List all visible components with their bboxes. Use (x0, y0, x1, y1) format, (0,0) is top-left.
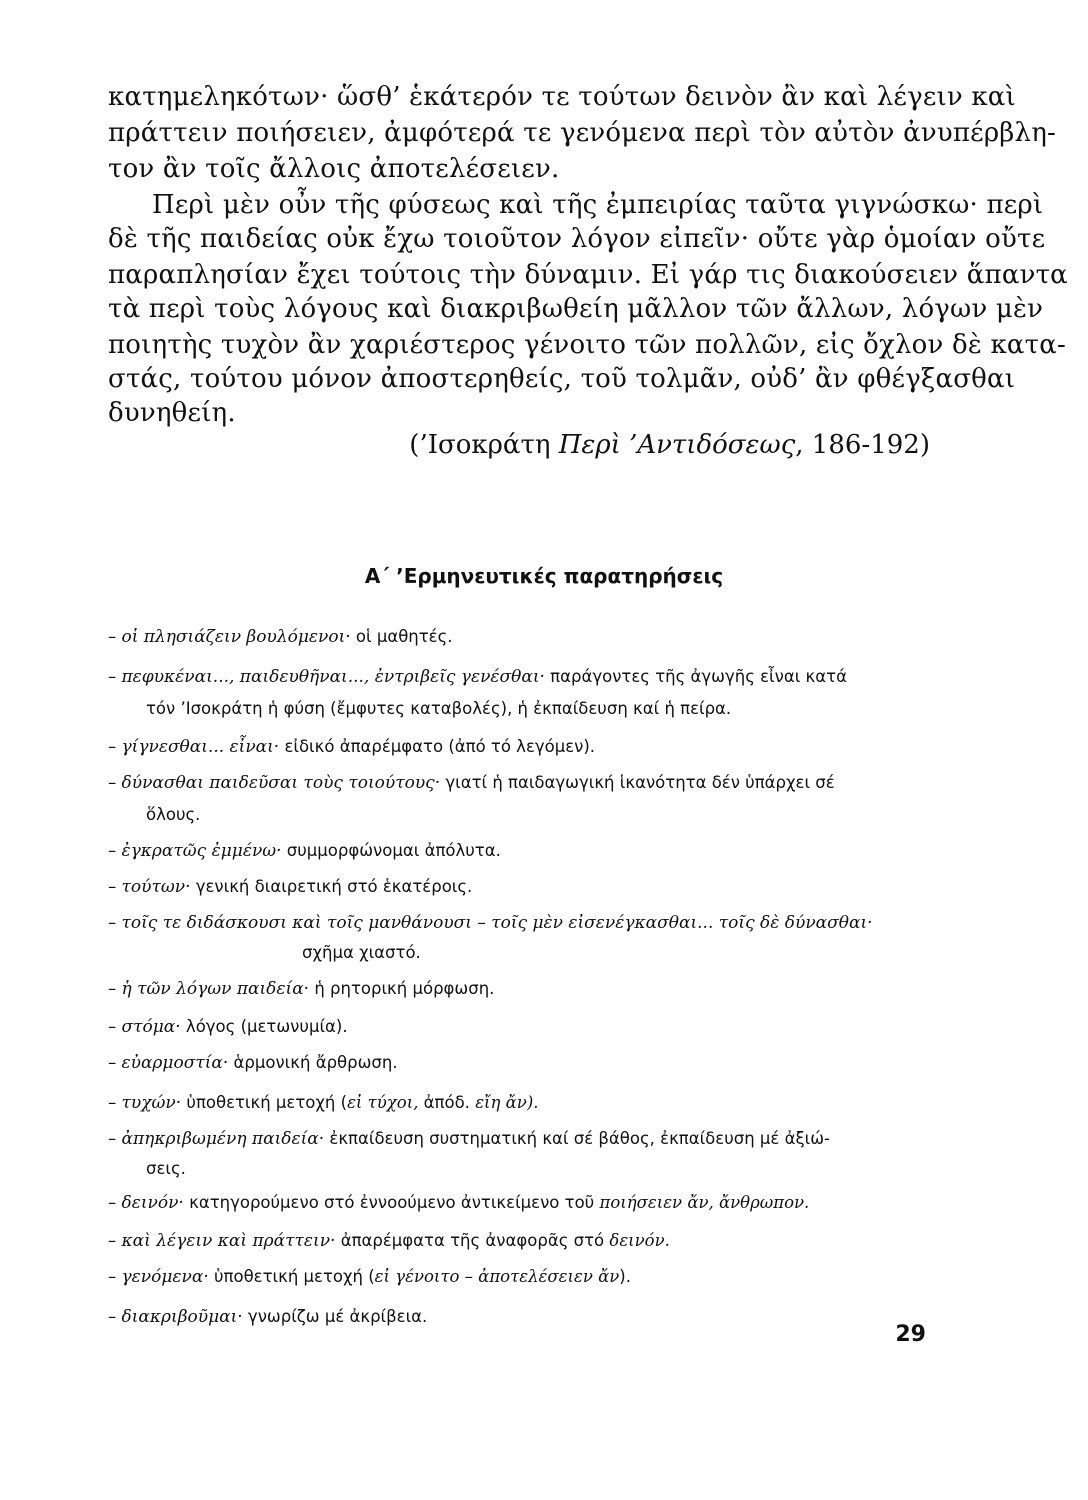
note-text: ἐκπαίδευση συστηματική καί σέ βάθος, ἐκπαίδευση μέ ἀξιώ- (324, 1129, 831, 1148)
note-term: πεφυκέναι..., παιδευθῆναι..., ἐντριβεῖς γενέσθαι· (121, 667, 545, 687)
page-number: 29 (895, 1322, 926, 1347)
list-item (108, 838, 938, 864)
citation-suffix: , 186-192) (795, 430, 930, 460)
note-dash: – (108, 841, 122, 860)
note-text: κατηγορούμενο στό ἐννοούμενο ἀντικείμενο τοῦ (183, 1193, 600, 1212)
note-italic: ποιήσειεν ἄν, ἄνθρωπον. (599, 1193, 810, 1212)
note-term: εὐαρμοστία· (121, 1053, 229, 1073)
note-term: τοῖς τε διδάσκουσι καὶ τοῖς μανθάνουσι – τοῖς μὲν εἰσενέγκασθαι... τοῖς δὲ δύνασθαι· (121, 913, 873, 933)
note-text: ὑποθετική μετοχή ( (181, 1093, 348, 1112)
note-dash: – (108, 1017, 122, 1036)
note-term: διακριβοῦμαι· (121, 1307, 243, 1327)
note-dash: – (108, 627, 122, 646)
passage-line: τον ἂν τοῖς ἄλλοις ἀποτελέσειεν. (108, 154, 560, 184)
note-dash: – (108, 1193, 122, 1212)
note-term: ἀπηκριβωμένη παιδεία· (121, 1129, 325, 1149)
note-term: τυχών· (121, 1093, 182, 1113)
list-item (108, 874, 938, 900)
list-item (108, 1126, 938, 1182)
note-italic: εἴη ἄν). (475, 1093, 539, 1112)
list-item (108, 910, 938, 966)
note-dash: – (108, 1307, 122, 1326)
note-dash: – (108, 773, 122, 792)
list-item (108, 734, 938, 760)
passage-line: κατημεληκότων· ὥσθ’ ἑκάτερόν τε τούτων δεινὸν ἂν καὶ λέγειν καὶ (108, 82, 1016, 112)
list-item (108, 1264, 938, 1290)
citation-prefix: (’Ισοκράτη (409, 430, 559, 460)
note-text: λόγος (μετωνυμία). (180, 1017, 348, 1036)
note-dash: – (108, 979, 122, 998)
passage-line: πράττειν ποιήσειεν, ἀμφότερά τε γενόμενα περὶ τὸν αὐτὸν ἀνυπέρβλη- (108, 118, 1056, 148)
note-text: ὑποθετική μετοχή ( (208, 1267, 375, 1286)
note-text: γνωρίζω μέ ἀκρίβεια. (242, 1307, 428, 1326)
note-dash: – (108, 1231, 122, 1250)
note-text: συμμορφώνομαι ἀπόλυτα. (281, 841, 501, 860)
note-text: γιατί ἡ παιδαγωγική ἱκανότητα δέν ὑπάρχει σέ (440, 773, 835, 792)
note-italic: εἰ τύχοι, (347, 1093, 419, 1112)
list-item (108, 1090, 938, 1116)
note-dash: – (108, 1093, 122, 1112)
note-term: γίγνεσθαι... εἶναι· (121, 737, 280, 757)
note-continuation: ὅλους. (146, 805, 201, 824)
note-dash: – (108, 737, 122, 756)
note-term: στόμα· (121, 1017, 181, 1037)
list-item (108, 664, 938, 722)
list-item (108, 770, 938, 828)
note-text: ἡ ρητορική μόρφωση. (309, 979, 495, 998)
list-item (108, 1014, 938, 1040)
note-term: οἱ πλησιάζειν βουλόμενοι· (121, 627, 351, 647)
note-text: οἱ μαθητές. (350, 627, 453, 646)
note-dash: – (108, 667, 122, 686)
citation-title: Περὶ ’Αντιδόσεως (558, 430, 796, 460)
list-item (108, 1190, 938, 1216)
list-item (108, 976, 938, 1002)
note-text: ἀπόδ. (418, 1093, 476, 1112)
note-term: ἡ τῶν λόγων παιδεία· (121, 979, 310, 999)
note-text: εἰδικό ἀπαρέμφατο (ἀπό τό λεγόμεν). (279, 737, 596, 756)
note-term: δύνασθαι παιδεῦσαι τοὺς τοιούτους· (121, 773, 441, 793)
note-dash: – (108, 1053, 122, 1072)
passage-line: ποιητὴς τυχὸν ἂν χαριέστερος γένοιτο τῶν πολλῶν, εἰς ὄχλον δὲ κατα- (108, 330, 1066, 360)
note-term: ἐγκρατῶς ἐμμένω· (121, 841, 282, 861)
list-item (108, 1304, 938, 1330)
note-continuation: τόν ’Ισοκράτη ἡ φύση (ἔμφυτες καταβολές), ἡ ἐκπαίδευση καί ἡ πείρα. (146, 699, 732, 718)
note-term: δεινόν· (121, 1193, 184, 1213)
note-text: ἁρμονική ἄρθρωση. (228, 1053, 398, 1072)
section-title: Α΄ ’Ερμηνευτικές παρατηρήσεις (364, 564, 724, 588)
note-dash: – (108, 913, 122, 932)
note-italic: δεινόν. (609, 1231, 670, 1250)
note-dash: – (108, 1129, 122, 1148)
note-text: παράγοντες τῆς ἀγωγῆς εἶναι κατά (544, 667, 847, 686)
note-text: ). (619, 1267, 631, 1286)
note-term: τούτων· (121, 877, 191, 897)
list-item (108, 1228, 938, 1254)
passage-line: δὲ τῆς παιδείας οὐκ ἔχω τοιοῦτον λόγον εἰπεῖν· οὔτε γὰρ ὁμοίαν οὔτε (108, 224, 1046, 254)
citation (409, 428, 930, 462)
passage-line: τὰ περὶ τοὺς λόγους καὶ διακριβωθείη μᾶλλον τῶν ἄλλων, λόγων μὲν (108, 294, 1044, 324)
note-continuation: σχῆμα χιαστό. (302, 943, 421, 962)
note-dash: – (108, 1267, 122, 1286)
note-continuation: σεις. (146, 1159, 186, 1178)
passage-line: Περὶ μὲν οὖν τῆς φύσεως καὶ τῆς ἐμπειρίας ταῦτα γιγνώσκω· περὶ (152, 190, 1044, 220)
passage-line: δυνηθείη. (108, 398, 236, 428)
passage-line: παραπλησίαν ἔχει τούτοις τὴν δύναμιν. Εἰ γάρ τις διακούσειεν ἅπαντα (108, 260, 1068, 290)
list-item (108, 624, 938, 650)
passage-line: στάς, τούτου μόνον ἀποστερηθείς, τοῦ τολμᾶν, οὐδ’ ἂν φθέγξασθαι (108, 364, 1016, 394)
note-term: καὶ λέγειν καὶ πράττειν· (121, 1231, 336, 1251)
note-italic: εἰ γένοιτο – ἀποτελέσειεν ἄν (374, 1267, 620, 1286)
note-text: ἀπαρέμφατα τῆς ἀναφορᾶς στό (335, 1231, 610, 1250)
note-term: γενόμενα· (121, 1267, 209, 1287)
note-dash: – (108, 877, 122, 896)
list-item (108, 1050, 938, 1076)
note-text: γενική διαιρετική στό ἑκατέροις. (190, 877, 473, 896)
